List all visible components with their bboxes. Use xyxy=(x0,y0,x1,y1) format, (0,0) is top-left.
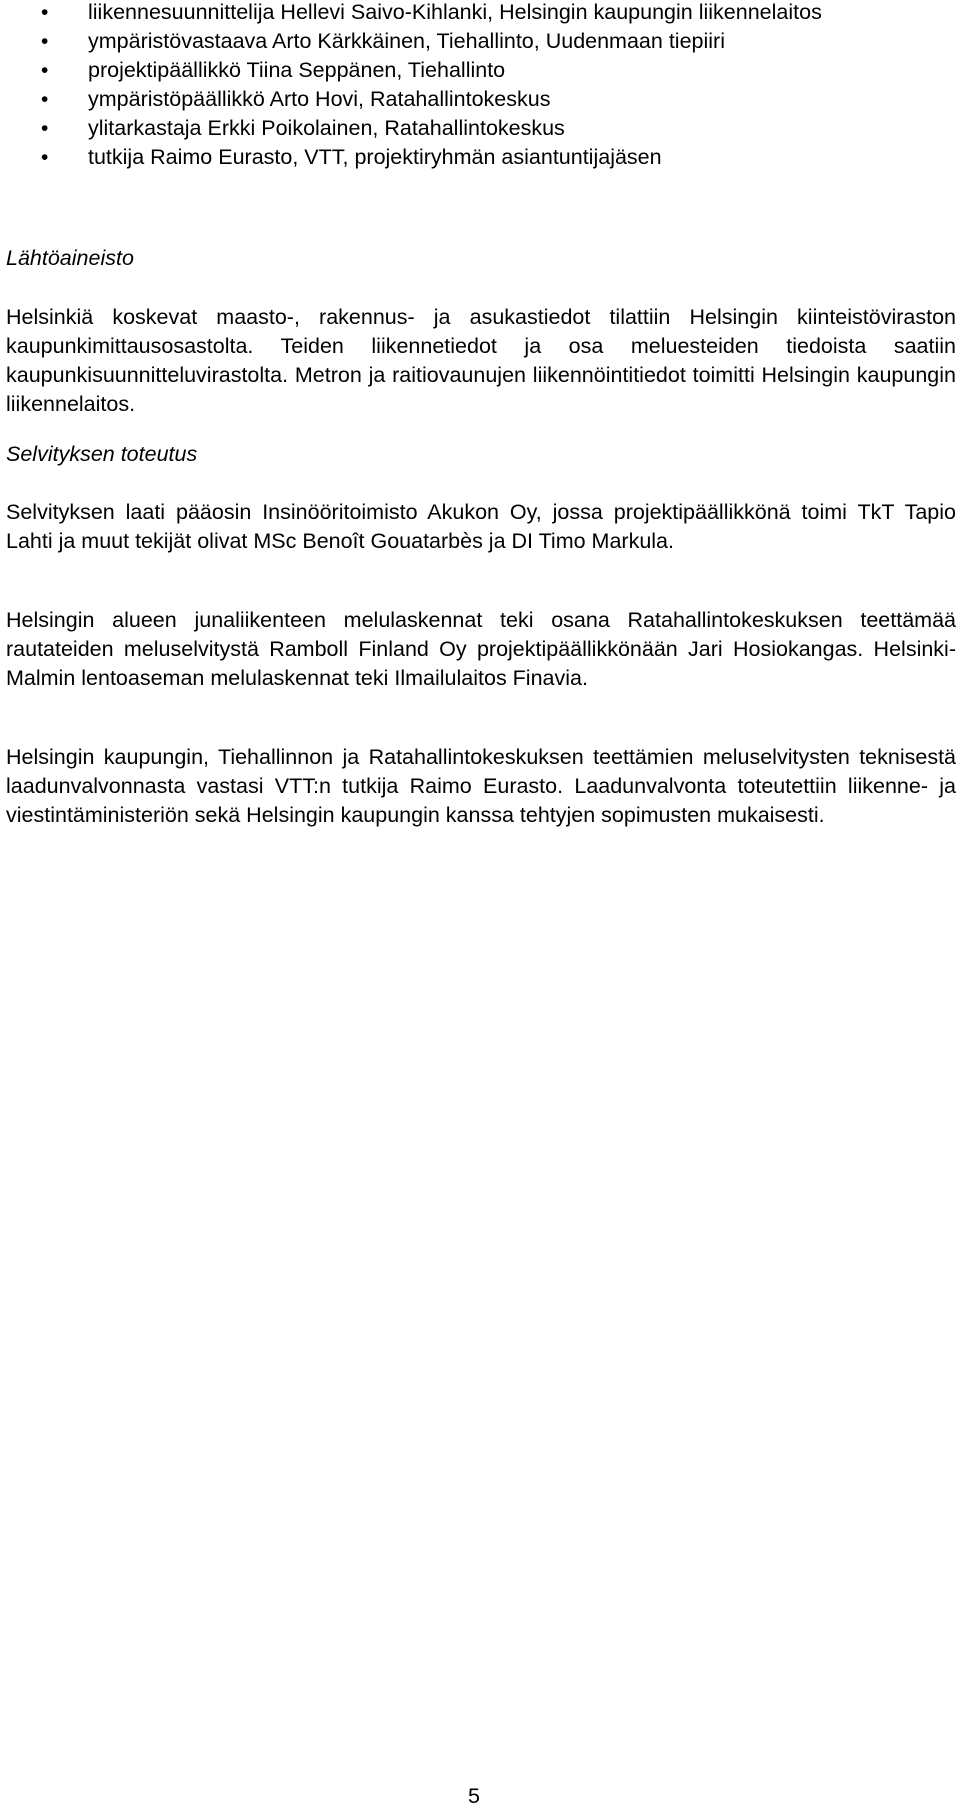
list-item xyxy=(6,143,948,172)
list-item xyxy=(6,27,948,56)
member-text: tutkija Raimo Eurasto, VTT, projektiryhmän asiantuntijajäsen xyxy=(88,145,662,169)
member-text: ylitarkastaja Erkki Poikolainen, Ratahallintokeskus xyxy=(88,116,565,140)
member-text: ympäristövastaava Arto Kärkkäinen, Tiehallinto, Uudenmaan tiepiiri xyxy=(88,29,725,53)
source-data-heading: Lähtöaineisto xyxy=(6,246,134,270)
bullet-icon: • xyxy=(41,117,49,140)
list-item xyxy=(6,85,948,114)
bullet-icon: • xyxy=(41,1,49,24)
execution-heading: Selvityksen toteutus xyxy=(6,442,198,466)
bullet-icon: • xyxy=(41,59,49,82)
list-item xyxy=(6,114,948,143)
member-text: projektipäällikkö Tiina Seppänen, Tiehallinto xyxy=(88,58,506,82)
execution-paragraph-3: Helsingin kaupungin, Tiehallinnon ja Ratahallintokeskuksen teettämien meluselvitysten teknisestä laadunvalvonnasta vastasi VTT:n tutkija Raimo Eurasto. Laadunvalvonta toteutettiin liikenne- ja viestintäministeriön sekä Helsingin kaupungin kanssa tehtyjen sopimusten mukaisesti. xyxy=(6,745,956,827)
list-item xyxy=(6,56,948,85)
project-group-member-list xyxy=(6,0,956,172)
execution-paragraph-1: Selvityksen laati pääosin Insinööritoimisto Akukon Oy, jossa projektipäällikkönä toimi TkT Tapio Lahti ja muut tekijät olivat MSc Benoît Gouatarbès ja DI Timo Markula. xyxy=(6,500,956,553)
page-number: 5 xyxy=(468,1784,480,1808)
execution-paragraph-2: Helsingin alueen junaliikenteen melulaskennat teki osana Ratahallintokeskuksen teettämää rautateiden meluselvitystä Ramboll Finland Oy projektipäällikkönään Jari Hosiokangas. Helsinki-Malmin lentoaseman melulaskennat teki Ilmailulaitos Finavia. xyxy=(6,608,956,690)
bullet-icon: • xyxy=(41,146,49,169)
member-text: ympäristöpäällikkö Arto Hovi, Ratahallintokeskus xyxy=(88,87,551,111)
list-item xyxy=(6,0,948,27)
source-data-paragraph: Helsinkiä koskevat maasto-, rakennus- ja asukastiedot tilattiin Helsingin kiinteistöviraston kaupunkimittausosastolta. Teiden liikennetiedot ja osa meluesteiden tiedoista saatiin kaupunkisuunnitteluvirastolta. Metron ja raitiovaunujen liikennöintitiedot toimitti Helsingin kaupungin liikennelaitos. xyxy=(6,305,956,416)
member-text: liikennesuunnittelija Hellevi Saivo-Kihlanki, Helsingin kaupungin liikennelaitos xyxy=(88,0,822,24)
bullet-icon: • xyxy=(41,88,49,111)
bullet-icon: • xyxy=(41,30,49,53)
